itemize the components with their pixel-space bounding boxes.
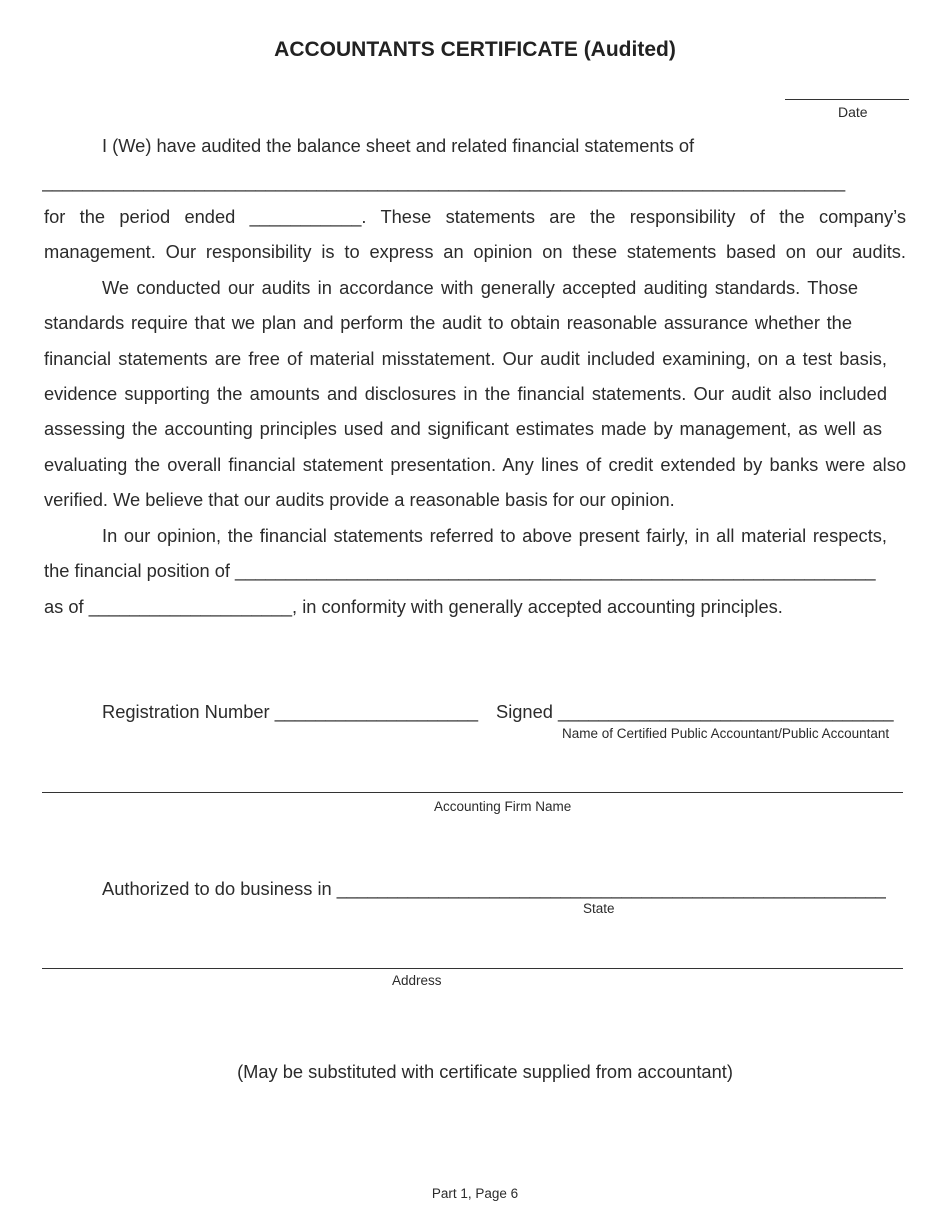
registration-number-field[interactable]: Registration Number ____________________ bbox=[102, 701, 479, 722]
state-caption: State bbox=[583, 901, 615, 916]
page-footer: Part 1, Page 6 bbox=[431, 1186, 519, 1201]
authorized-state-field[interactable]: Authorized to do business in ______________________________________________________ bbox=[102, 878, 886, 899]
text-line-1: I (We) have audited the balance sheet and related financial statements of bbox=[102, 135, 695, 156]
page-title: ACCOUNTANTS CERTIFICATE (Audited) bbox=[274, 38, 676, 61]
address-caption: Address bbox=[392, 973, 442, 988]
signed-field[interactable]: Signed _________________________________ bbox=[496, 701, 894, 722]
financial-position-line[interactable]: the financial position of _______________________________________________________________ bbox=[44, 560, 876, 581]
company-name-line[interactable]: _______________________________________________________________________________ bbox=[42, 171, 846, 192]
text-line-9: assessing the accounting principles used and significant estimates made by management, as well as bbox=[44, 418, 882, 439]
text-line-5: We conducted our audits in accordance with generally accepted auditing standards. Those bbox=[102, 277, 858, 298]
date-caption: Date bbox=[838, 104, 868, 120]
text-line-3: for the period ended ___________. These statements are the responsibility of the company’s bbox=[44, 206, 906, 227]
firm-name-line[interactable] bbox=[42, 792, 903, 793]
substitution-note: (May be substituted with certificate supplied from accountant) bbox=[237, 1061, 733, 1082]
text-line-12: In our opinion, the financial statements referred to above present fairly, in all material respects, bbox=[102, 525, 887, 546]
text-line-8: evidence supporting the amounts and disclosures in the financial statements. Our audit also included bbox=[44, 383, 887, 404]
text-line-10: evaluating the overall financial statement presentation. Any lines of credit extended by banks were also bbox=[44, 454, 906, 475]
date-line[interactable] bbox=[785, 99, 909, 100]
as-of-line[interactable]: as of ____________________, in conformity with generally accepted accounting principles. bbox=[44, 596, 783, 617]
text-line-7: financial statements are free of material misstatement. Our audit included examining, on a test basis, bbox=[44, 348, 887, 369]
text-line-4: management. Our responsibility is to express an opinion on these statements based on our audits. bbox=[44, 241, 906, 262]
text-line-11: verified. We believe that our audits provide a reasonable basis for our opinion. bbox=[44, 489, 675, 510]
firm-name-caption: Accounting Firm Name bbox=[434, 799, 572, 814]
text-line-6: standards require that we plan and perform the audit to obtain reasonable assurance whether the bbox=[44, 312, 852, 333]
signer-caption: Name of Certified Public Accountant/Public Accountant bbox=[562, 726, 890, 741]
address-line[interactable] bbox=[42, 968, 903, 969]
